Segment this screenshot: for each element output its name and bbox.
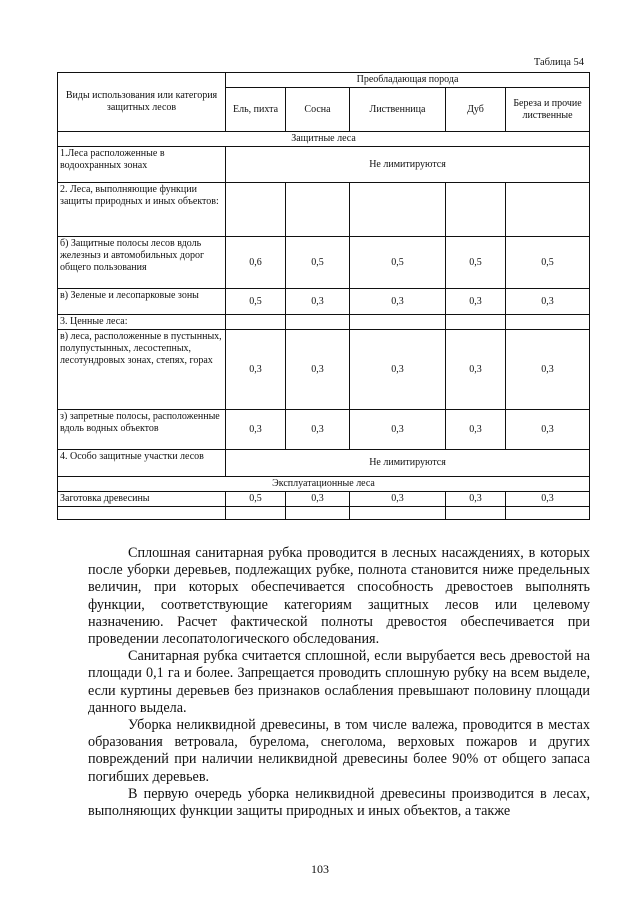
value-cell	[350, 183, 446, 237]
table-row	[58, 147, 590, 183]
row-label: 2. Леса, выполняющие функции защиты природных и иных объектов:	[58, 183, 226, 237]
value-cell	[286, 183, 350, 237]
value-cell: 0,3	[286, 410, 350, 450]
table-row	[58, 450, 590, 477]
value-cell	[286, 507, 350, 520]
col-header-birch: Береза и прочие лиственные	[506, 88, 590, 132]
body-text	[88, 545, 590, 820]
table-row	[58, 410, 590, 450]
value-cell: 0,5	[350, 237, 446, 289]
row-label: 4. Особо защитные участки лесов	[58, 450, 226, 477]
value-cell: 0,5	[506, 237, 590, 289]
value-cell	[446, 183, 506, 237]
value-cell: 0,5	[226, 289, 286, 315]
value-cell: 0,3	[446, 330, 506, 410]
value-cell: 0,3	[446, 289, 506, 315]
value-cell	[286, 315, 350, 330]
merged-value-cell: Не лимитируются	[226, 450, 590, 477]
value-cell	[506, 183, 590, 237]
species-group-header: Преобладающая порода	[226, 73, 590, 88]
value-cell: 0,3	[226, 330, 286, 410]
col-header-spruce: Ель, пихта	[226, 88, 286, 132]
value-cell: 0,3	[506, 289, 590, 315]
row-label: в) Зеленые и лесопарковые зоны	[58, 289, 226, 315]
row-label: з) запретные полосы, расположенные вдоль водных объектов	[58, 410, 226, 450]
value-cell: 0,3	[506, 492, 590, 507]
page-number: 103	[311, 862, 329, 876]
table-row	[58, 492, 590, 507]
paragraph: В первую очередь уборка неликвидной древесины производится в лесах, выполняющих функции защиты природных и иных объектов, а также	[88, 785, 590, 820]
table-row	[58, 330, 590, 410]
value-cell: 0,5	[226, 492, 286, 507]
table-row	[58, 507, 590, 520]
table-caption: Таблица 54	[533, 57, 584, 68]
value-cell: 0,3	[350, 492, 446, 507]
row-label: б) Защитные полосы лесов вдоль железныз и автомобильных дорог общего пользования	[58, 237, 226, 289]
row-header-cell: Виды использования или категория защитных лесов	[58, 73, 226, 132]
value-cell: 0,3	[226, 410, 286, 450]
paragraph: Уборка неликвидной древесины, в том числе валежа, проводится в местах образования ветровала, бурелома, снеголома, верховых пожаров и других повреждений при наличии неликвидной древесины более 90% от общего запаса погибших деревьев.	[88, 717, 590, 785]
value-cell: 0,3	[506, 410, 590, 450]
paragraph: Санитарная рубка считается сплошной, если вырубается весь древостой на площади 0,1 га и более. Запрещается проводить сплошную рубку на всем выделе, если куртины деревьев без признаков ослабления превышают половину площади данного выдела.	[88, 648, 590, 716]
value-cell	[446, 315, 506, 330]
harvest-limits-table	[57, 72, 590, 520]
col-header-pine: Сосна	[286, 88, 350, 132]
value-cell	[350, 315, 446, 330]
paragraph: Сплошная санитарная рубка проводится в лесных насаждениях, в которых после уборки деревьев, подлежащих рубке, полнота становится ниже предельных величин, при которых обеспечивается способность древостоев выполнять функции, соответствующие категориям защитных лесов или целевому назначению. Расчет фактической полноты древостоя обеспечивается при проведении лесопатологического обследования.	[88, 545, 590, 648]
table-row	[58, 183, 590, 237]
value-cell: 0,3	[286, 330, 350, 410]
value-cell: 0,3	[286, 492, 350, 507]
value-cell	[226, 315, 286, 330]
col-header-larch: Лиственница	[350, 88, 446, 132]
section-protective-forests: Защитные леса	[58, 132, 590, 147]
value-cell	[506, 507, 590, 520]
merged-value-cell: Не лимитируются	[226, 147, 590, 183]
value-cell: 0,3	[286, 289, 350, 315]
value-cell: 0,5	[286, 237, 350, 289]
table-row	[58, 237, 590, 289]
value-cell	[226, 507, 286, 520]
value-cell: 0,3	[446, 410, 506, 450]
value-cell: 0,3	[350, 289, 446, 315]
value-cell: 0,3	[350, 330, 446, 410]
row-label: Заготовка древесины	[58, 492, 226, 507]
value-cell: 0,3	[350, 410, 446, 450]
value-cell	[350, 507, 446, 520]
value-cell: 0,3	[506, 330, 590, 410]
section-exploitation-forests: Эксплуатационные леса	[58, 477, 590, 492]
row-label: в) леса, расположенные в пустынных, полупустынных, лесостепных, лесотундровых зонах, степях, горах	[58, 330, 226, 410]
table-row	[58, 315, 590, 330]
value-cell: 0,6	[226, 237, 286, 289]
value-cell	[226, 183, 286, 237]
value-cell	[446, 507, 506, 520]
value-cell	[506, 315, 590, 330]
col-header-oak: Дуб	[446, 88, 506, 132]
row-label: 3. Ценные леса:	[58, 315, 226, 330]
value-cell: 0,3	[446, 492, 506, 507]
row-label: 1.Леса расположенные в водоохранных зонах	[58, 147, 226, 183]
table-row	[58, 289, 590, 315]
row-label	[58, 507, 226, 520]
value-cell: 0,5	[446, 237, 506, 289]
